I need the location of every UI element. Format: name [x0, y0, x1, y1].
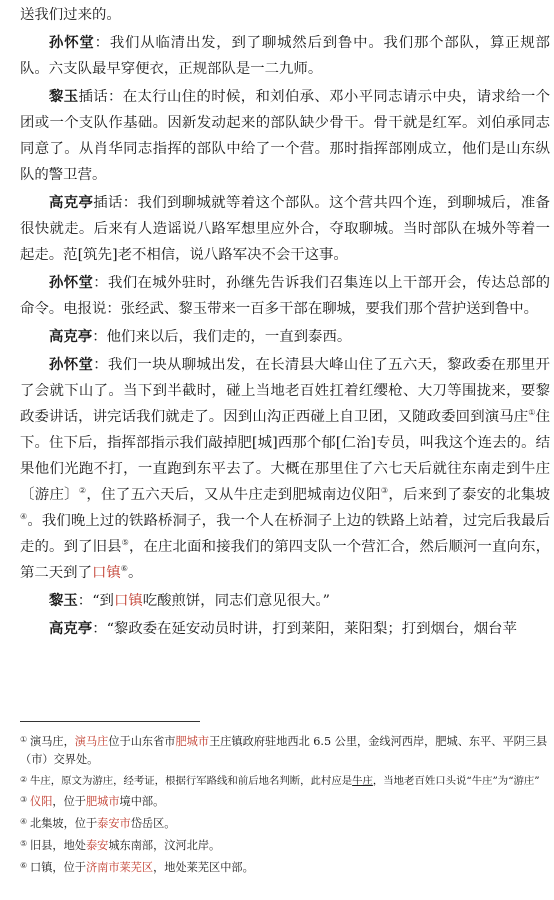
text-run: 城东南部，汶河北岸。 — [108, 839, 221, 852]
footnote-mark: ② — [20, 775, 28, 784]
paragraph — [20, 324, 550, 350]
speaker-name: 高克亭 — [49, 329, 93, 345]
speaker-name: 高克亭 — [49, 621, 93, 637]
speaker-name: 孙怀堂 — [49, 275, 94, 291]
highlighted-place-name: 泰安 — [85, 839, 109, 852]
text-run: ，后来到了泰安的北集坡 — [388, 487, 550, 503]
text-run: 牛庄，原文为游庄，经考证，根据行军路线和前后地名判断，此村应是 — [30, 775, 353, 787]
text-run: 王庄镇政府驻地西北 6.5 公里，金线河西岸，肥城、东平、平阴三县（市）交界处。 — [20, 735, 548, 766]
paragraph — [20, 616, 550, 642]
footnote — [20, 859, 548, 877]
footnote — [20, 773, 548, 789]
highlighted-place-name: 肥城市 — [85, 795, 120, 808]
footnote-divider — [20, 721, 200, 722]
text-run: ，位于 — [52, 795, 86, 808]
text-run: ：“到 — [77, 593, 114, 609]
highlighted-place-name: 口镇 — [91, 565, 121, 581]
speaker-name: 孙怀堂 — [49, 357, 94, 373]
highlighted-place-name: 济南市莱芜区 — [85, 861, 154, 874]
highlighted-place-name: 演马庄 — [74, 735, 109, 748]
speaker-name: 孙怀堂 — [49, 35, 95, 51]
text-run: 岱岳区。 — [130, 817, 176, 830]
footnote-ref: ① — [528, 408, 536, 418]
paragraph-text: ：我们在城外驻时，孙继先告诉我们召集连以上干部开会，传达总部的命令。电报说：张经武、黎玉带来一百多干部在聊城，要我们那个营护送到鲁中。 — [20, 275, 550, 317]
text-run: 吃酸煎饼，同志们意见很大。” — [142, 593, 330, 609]
text-run: 境中部。 — [119, 795, 165, 808]
underlined-text: 牛庄 — [352, 775, 373, 787]
highlighted-place-name: 肥城市 — [175, 735, 210, 748]
text-run: ：我们一块从聊城出发，在长清县大峰山住了五六天，黎政委在那里开了会就下山了。当下到半截时，碰上当地老百姓扛着红缨枪、大刀等围拢来，要黎政委讲话，讲完话我们就走了。因到山沟正西碰上自卫团，又随政委回到演马庄 — [20, 357, 550, 425]
paragraph — [20, 588, 550, 614]
highlighted-place-name: 仪阳 — [30, 795, 53, 808]
speaker-name: 黎玉 — [49, 593, 78, 609]
footnote-mark: ④ — [20, 817, 28, 826]
footnote-ref: ③ — [380, 486, 389, 496]
footnote-text — [30, 839, 220, 852]
text-run: ，在庄北面和接我们的第四支队一个营汇合，然后顺河一直向东，第二天到了 — [20, 539, 550, 581]
text-run: 演马庄， — [30, 735, 75, 748]
footnote-text — [30, 817, 175, 830]
speaker-name: 高克亭 — [49, 195, 94, 211]
text-run: 住下。住下后，指挥部指示我们敲掉肥[城]西那个郁[仁治]专员，叫我这个连去的。结果他们光跑不打，一直跑到东平去了。大概在那里住了六七天后就往东南走到牛庄〔游庄〕 — [20, 409, 550, 503]
paragraph-text: 插话：在太行山住的时候，和刘伯承、邓小平同志请示中央，请求给一个团或一个支队作基础。因新发动起来的部队缺少骨干。骨干就是红军。刘伯承同志同意了。从肖华同志指挥的部队中给了一个营。那时指挥部刚成立，他们是山东纵队的警卫营。 — [20, 89, 550, 183]
paragraph-text — [20, 357, 550, 581]
text-run: ，当地老百姓口头说“牛庄”为“游庄” — [372, 775, 540, 787]
paragraph — [20, 2, 550, 28]
paragraph-text: ：我们从临清出发，到了聊城然后到鲁中。我们那个部队，算正规部队。六支队最早穿便衣，正规部队是一二九师。 — [20, 35, 550, 77]
paragraph — [20, 84, 550, 188]
footnote-ref: ⑥ — [120, 564, 128, 574]
paragraph — [20, 30, 550, 82]
footnote-ref: ④ — [20, 512, 28, 522]
footnote-mark: ⑥ — [20, 861, 28, 870]
footnote — [20, 733, 548, 769]
footnote-ref: ② — [78, 486, 87, 496]
paragraph — [20, 270, 550, 322]
highlighted-place-name: 泰安市 — [97, 817, 131, 830]
footnote — [20, 793, 548, 811]
paragraph-text: ：他们来以后，我们走的，一直到泰西。 — [92, 329, 352, 345]
footnote-text — [30, 795, 164, 808]
text-run: ，地处莱芜区中部。 — [153, 861, 254, 874]
footnote — [20, 815, 548, 833]
footnote-mark: ① — [20, 735, 28, 744]
footnote-text — [30, 775, 540, 787]
highlighted-place-name: 口镇 — [113, 593, 143, 609]
text-run: 位于山东省市 — [108, 735, 176, 748]
paragraph-text — [78, 593, 330, 609]
text-run: 旧县，地处 — [30, 839, 86, 852]
text-run: 口镇，位于 — [30, 861, 86, 874]
speaker-name: 黎玉 — [49, 89, 79, 105]
footnote — [20, 837, 548, 855]
footnote-text — [20, 735, 547, 766]
paragraph — [20, 352, 550, 586]
footnote-ref: ⑤ — [121, 538, 129, 548]
text-run: 北集坡，位于 — [30, 817, 98, 830]
footnote-mark: ③ — [20, 795, 28, 804]
paragraph-text: 插话：我们到聊城就等着这个部队。这个营共四个连，到聊城后，准备很快就走。后来有人造谣说八路军想里应外合，夺取聊城。当时部队在城外等着一起走。范[筑先]老不相信，说八路军决不会干这事。 — [20, 195, 550, 263]
body-text — [20, 2, 550, 644]
paragraph-text: 送我们过来的。 — [20, 7, 121, 23]
footnote-mark: ⑤ — [20, 839, 28, 848]
text-run: 。 — [127, 565, 143, 581]
footnotes — [20, 733, 548, 881]
text-run: ，住了五六天后，又从牛庄走到肥城南边仪阳 — [86, 487, 381, 503]
paragraph — [20, 190, 550, 268]
paragraph-text: ：“黎政委在延安动员时讲，打到莱阳，莱阳梨；打到烟台，烟台苹 — [92, 621, 517, 637]
footnote-text — [30, 861, 254, 874]
text-run: 。我们晚上过的铁路桥洞子，我一个人在桥洞子上边的铁路上站着，过完后我最后走的。到了旧县 — [20, 513, 550, 555]
